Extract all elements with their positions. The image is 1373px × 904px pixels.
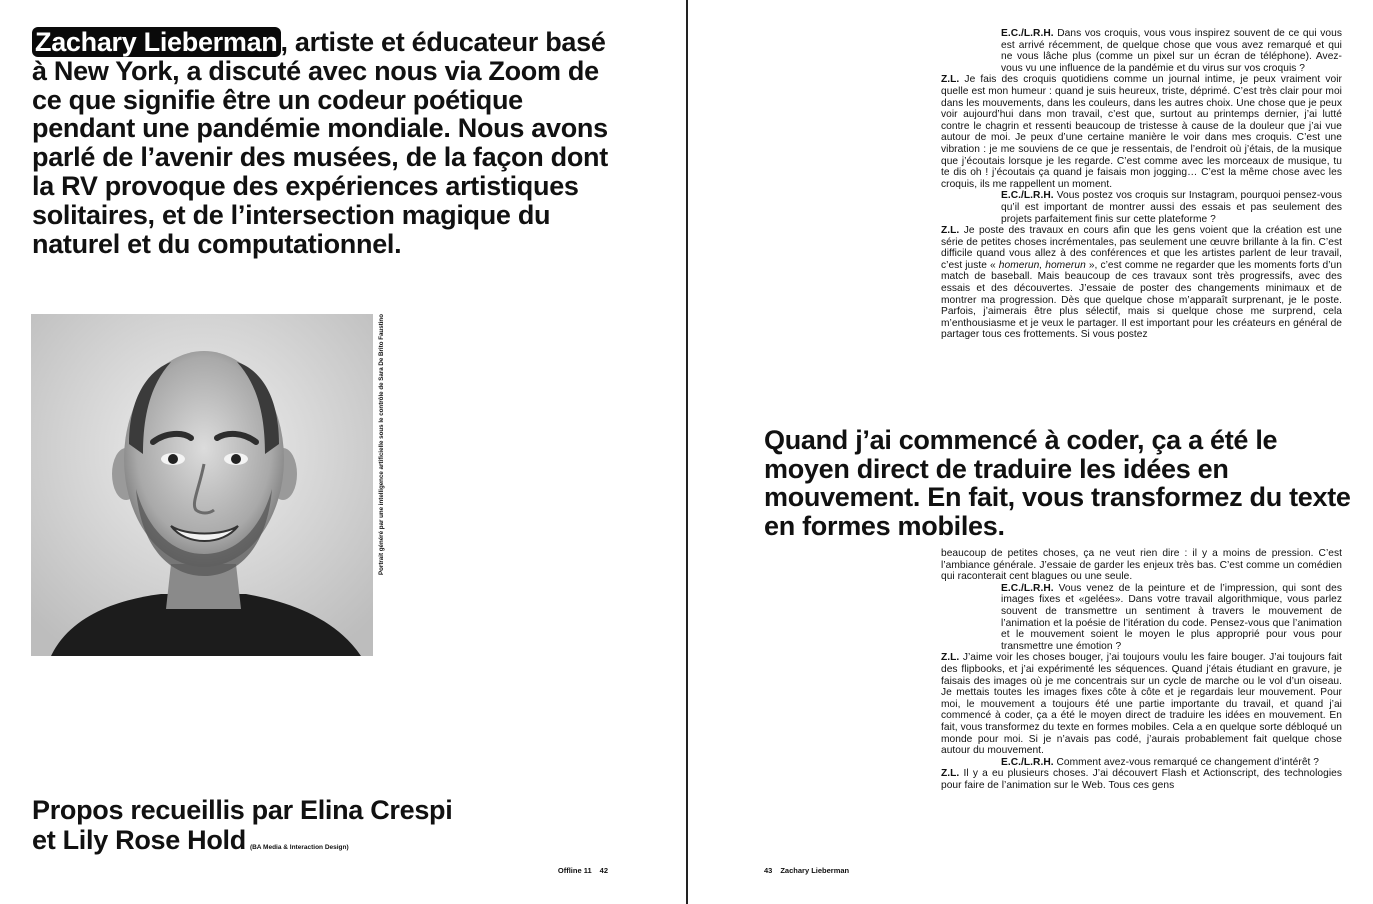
byline-line-2: et Lily Rose Hold: [32, 825, 246, 855]
byline-department: (BA Media & Interaction Design): [249, 844, 349, 851]
answer-text: Il y a eu plusieurs choses. J’ai découvert Flash et Actionscript, des technologies pour faire de l’animation sur le Web. Tous ces gens: [941, 768, 1342, 791]
answer-speaker: Z.L.: [941, 768, 960, 780]
interview-column-bottom: [941, 548, 1342, 851]
intro-paragraph: [32, 28, 622, 258]
question-text: Vous venez de la peinture et de l’impression, qui sont des images fixes et «gelées». Dans votre travail algorithmique, vous parlez souvent de transmettre un sentiment à travers le mouvement de l’animation et la poésie de l’itération du code. Pensez-vous que l’animation et le mouvement soient le moyen le plus approprié pour vous pour transmettre une émotion ?: [1001, 582, 1342, 652]
answer-1: [941, 74, 1342, 190]
answer-4: [941, 768, 1342, 791]
portrait-photo: [31, 314, 373, 656]
question-speaker: E.C./L.R.H.: [1001, 190, 1054, 202]
answer-speaker: Z.L.: [941, 74, 960, 86]
answer-2-continued: beaucoup de petites choses, ça ne veut rien dire : il y a moins de pression. C’est l’ambiance générale. J’essaie de garder les enjeux très bas. C’est comme un comédien qui raconterait cent blagues ou une seule.: [941, 548, 1342, 583]
answer-emphasis: homerun, homerun: [995, 259, 1086, 271]
right-page: [688, 0, 1373, 904]
answer-text: Je fais des croquis quotidiens comme un journal intime, je peux vraiment voir quelle est mon humeur : quand je suis heureux, triste, déprimé. C’est très clair pour moi dans les mouvements, dans les couleurs, dans les autres choix. Une chose que je peux voir aujourd’hui dans mon travail, c’est que, surtout au printemps dernier, j’ai lutté contre le chagrin et ressenti beaucoup de tristesse à cause de la douleur que j’ai vue autour de moi. Je peux d’une certaine manière le voir dans mes croquis. C’est une vibration : je me souviens de ce que je ressentais, de l’endroit où j’étais, de la musique que j’écoutais lorsque je les regarde. C’est comme avec les morceaux de musique, tu te dis oh ! j’écoutais ça quand je faisais mon jogging… C’est la même chose avec les croquis, ils me rappellent un moment.: [941, 74, 1342, 190]
question-4: [941, 757, 1342, 769]
question-text: Dans vos croquis, vous vous inspirez souvent de ce qui vous est arrivé récemment, de quelque chose que vous avez remarqué et qui ne vous lâche plus (comme un pixel sur un écran de téléphone). Avez-vous vu une influence de la pandémie et du virus sur vos croquis ?: [1001, 28, 1342, 74]
question-speaker: E.C./L.R.H.: [1001, 28, 1054, 39]
question-text: Comment avez-vous remarqué ce changement d’intérêt ?: [1056, 756, 1320, 768]
pull-quote: Quand j’ai commencé à coder, ça a été le moyen direct de traduire les idées en mouvement. En fait, vous transformez du texte en formes mobiles.: [764, 425, 1351, 541]
folio-magazine: Offline 11: [557, 866, 592, 875]
answer-3: [941, 652, 1342, 756]
portrait-illustration: [31, 314, 373, 656]
photo-credit: Portrait généré par une intelligence artificielle sous le contrôle de Sara De Brito Faustino: [378, 314, 385, 575]
answer-speaker: Z.L.: [941, 225, 960, 237]
answer-2: [941, 225, 1342, 341]
answer-text: J’aime voir les choses bouger, j’ai toujours voulu les faire bouger. J’ai toujours fait des flipbooks, et j’ai expérimenté les séquences. Quand j’étais étudiant en gravure, je faisais des images où je me concentrais sur un cycle de marche ou le vol d’un oiseau. Je mettais toutes les images fixes côte à côte et je regardais leur mouvement. Pour moi, le mouvement a toujours été une partie importante du travail, et quand j’ai commencé à coder, ça a été le moyen direct de traduire les idées en mouvement. En fait, vous transformez du texte en formes mobiles. Cela a en quelque sorte débloqué un monde pour moi. Si je n’avais pas codé, j’aurais probablement fait quelque chose autour du mouvement.: [941, 652, 1342, 757]
question-speaker: E.C./L.R.H.: [1001, 582, 1054, 594]
interview-column-top: [941, 28, 1342, 420]
folio-page-number-right: 43: [764, 866, 773, 875]
highlighted-name: Zachary Lieberman: [32, 27, 281, 57]
folio-page-number-left: 42: [599, 866, 608, 875]
answer-text-continued: », c’est comme ne regarder que les moments forts d’un match de baseball. Mais beaucoup de ces travaux sont très progressifs, avec des essais et des découvertes. J’essaie de poster des changements minimaux et de montrer ma progression. Dès que quelque chose m’apparaît surprenant, je le poste. Parfois, j’aimerais être plus sélectif, mais si quelque chose me surprend, cela m’enthousiasme et je veux le partager. Il est important pour les créateurs en général de partager tous ces frottements. Si vous postez: [941, 259, 1342, 341]
question-text: Vous postez vos croquis sur Instagram, pourquoi pensez-vous qu’il est important de montrer aussi des essais et pas seulement des projets parfaitement finis sur cette plateforme ?: [1001, 190, 1342, 225]
answer-text: Je poste des travaux en cours afin que les gens voient que la création est une série de petites choses incrémentales, pas seulement une œuvre brillante à la fin. C’est difficile quand vous allez à des conférences et que les artistes parlent de leur travail, c’est juste «: [941, 225, 1342, 271]
question-speaker: E.C./L.R.H.: [1001, 756, 1054, 768]
question-2: [941, 190, 1342, 225]
folio-left: [558, 866, 608, 875]
left-page: [0, 0, 686, 904]
folio-running-title: Zachary Lieberman: [780, 866, 850, 875]
question-1: [941, 28, 1342, 74]
answer-speaker: Z.L.: [941, 652, 960, 664]
question-3: [941, 583, 1342, 653]
byline: [32, 795, 632, 863]
byline-line-1: Propos recueillis par Elina Crespi: [32, 795, 453, 825]
folio-right: [764, 866, 849, 875]
intro-text: , artiste et éducateur basé à New York, a discuté avec nous via Zoom de ce que signifie être un codeur poétique pendant une pandémie mondiale. Nous avons parlé de l’avenir des musées, de la façon dont la RV provoque des expériences artistiques solitaires, et de l’intersection magique du naturel et du computationnel.: [32, 27, 608, 259]
